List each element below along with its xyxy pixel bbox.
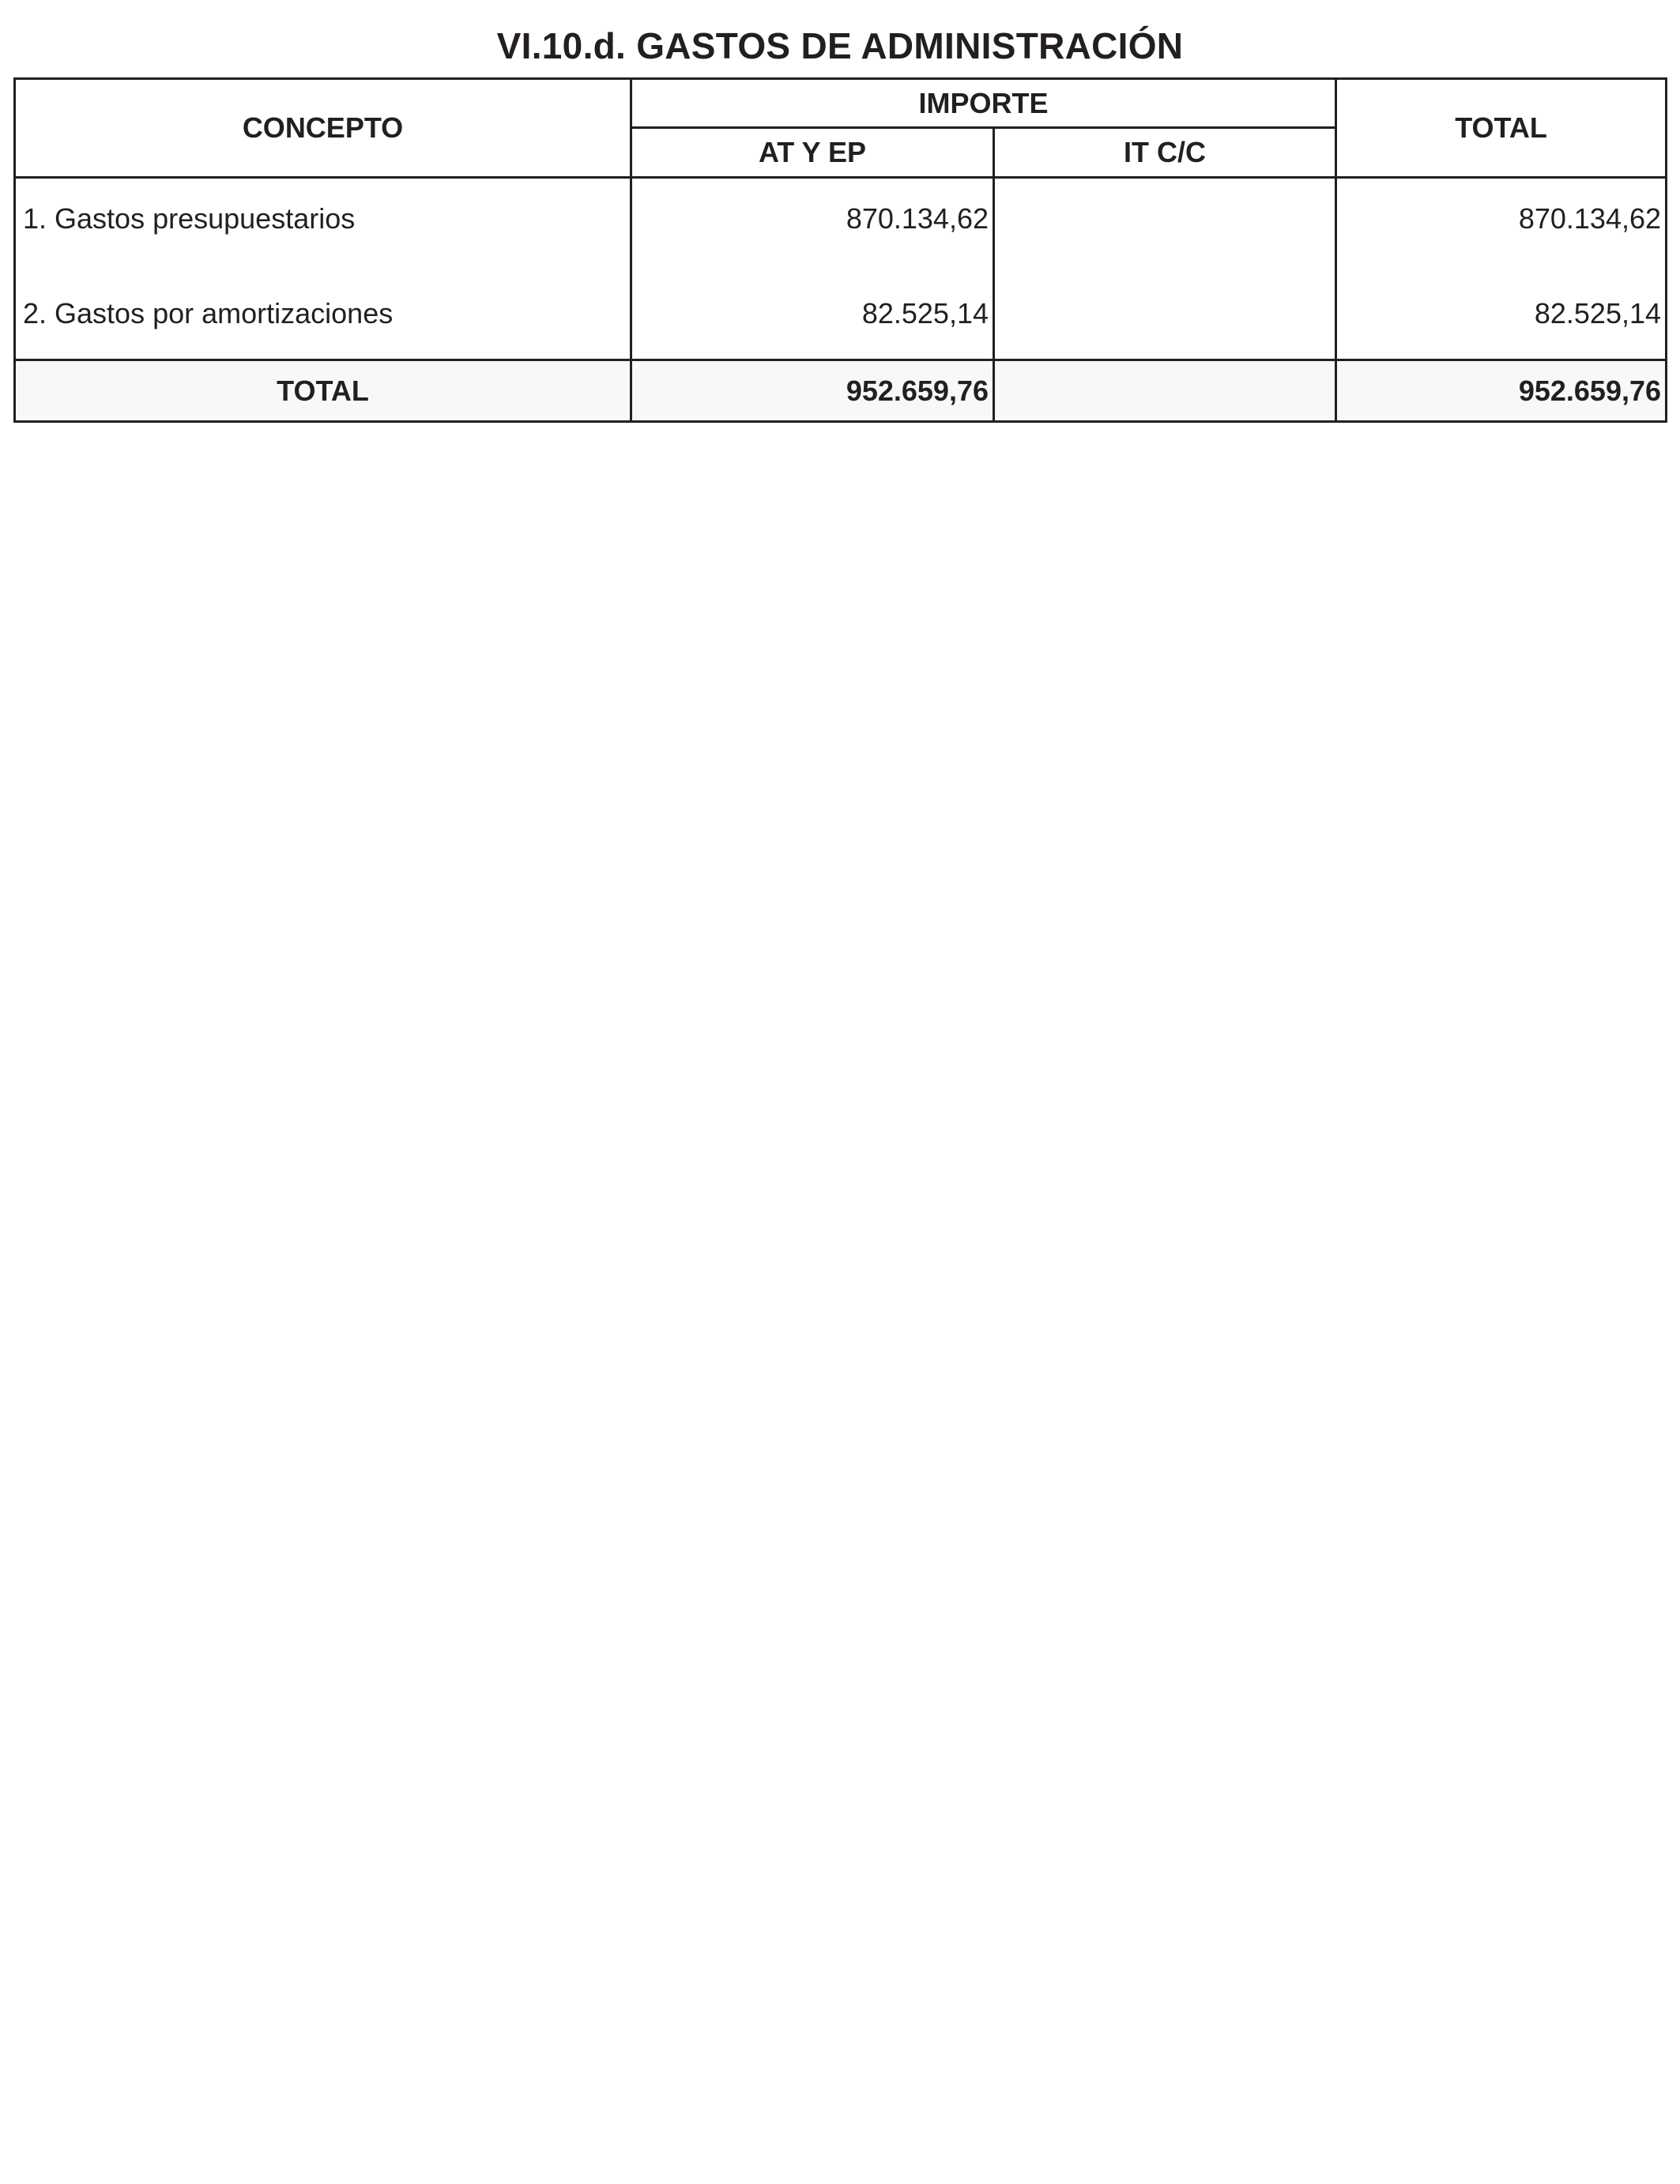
table-header	[15, 79, 1667, 178]
row-it-cc-cell	[994, 269, 1336, 360]
total-label: TOTAL	[15, 360, 631, 422]
row-at-y-ep: 82.525,14	[861, 297, 989, 329]
row-at-y-ep: 870.134,62	[846, 202, 989, 235]
header-row-1	[15, 79, 1667, 128]
row-total-cell	[1336, 178, 1667, 269]
column-header-it-cc: IT C/C	[994, 128, 1336, 178]
row-total: 870.134,62	[1518, 202, 1662, 235]
column-header-at-y-ep: AT Y EP	[631, 128, 994, 178]
row-concepto: 2. Gastos por amortizaciones	[23, 297, 394, 329]
row-at-y-ep-cell	[631, 178, 994, 269]
row-concepto-cell	[15, 269, 631, 360]
table-body	[15, 178, 1667, 422]
row-concepto-cell	[15, 178, 631, 269]
row-concepto: 1. Gastos presupuestarios	[23, 202, 356, 235]
total-at-y-ep: 952.659,76	[631, 360, 994, 422]
column-header-importe: IMPORTE	[631, 79, 1336, 128]
expenses-table	[13, 77, 1667, 423]
row-total: 82.525,14	[1534, 297, 1662, 329]
row-total-cell	[1336, 269, 1667, 360]
column-header-total: TOTAL	[1336, 79, 1667, 178]
row-at-y-ep-cell	[631, 269, 994, 360]
table-row	[15, 178, 1667, 269]
row-it-cc-cell	[994, 178, 1336, 269]
total-row	[15, 360, 1667, 422]
table-row	[15, 269, 1667, 360]
total-it-cc	[994, 360, 1336, 422]
column-header-concepto: CONCEPTO	[15, 79, 631, 178]
page-title: VI.10.d. GASTOS DE ADMINISTRACIÓN	[496, 25, 1184, 66]
total-total: 952.659,76	[1336, 360, 1667, 422]
